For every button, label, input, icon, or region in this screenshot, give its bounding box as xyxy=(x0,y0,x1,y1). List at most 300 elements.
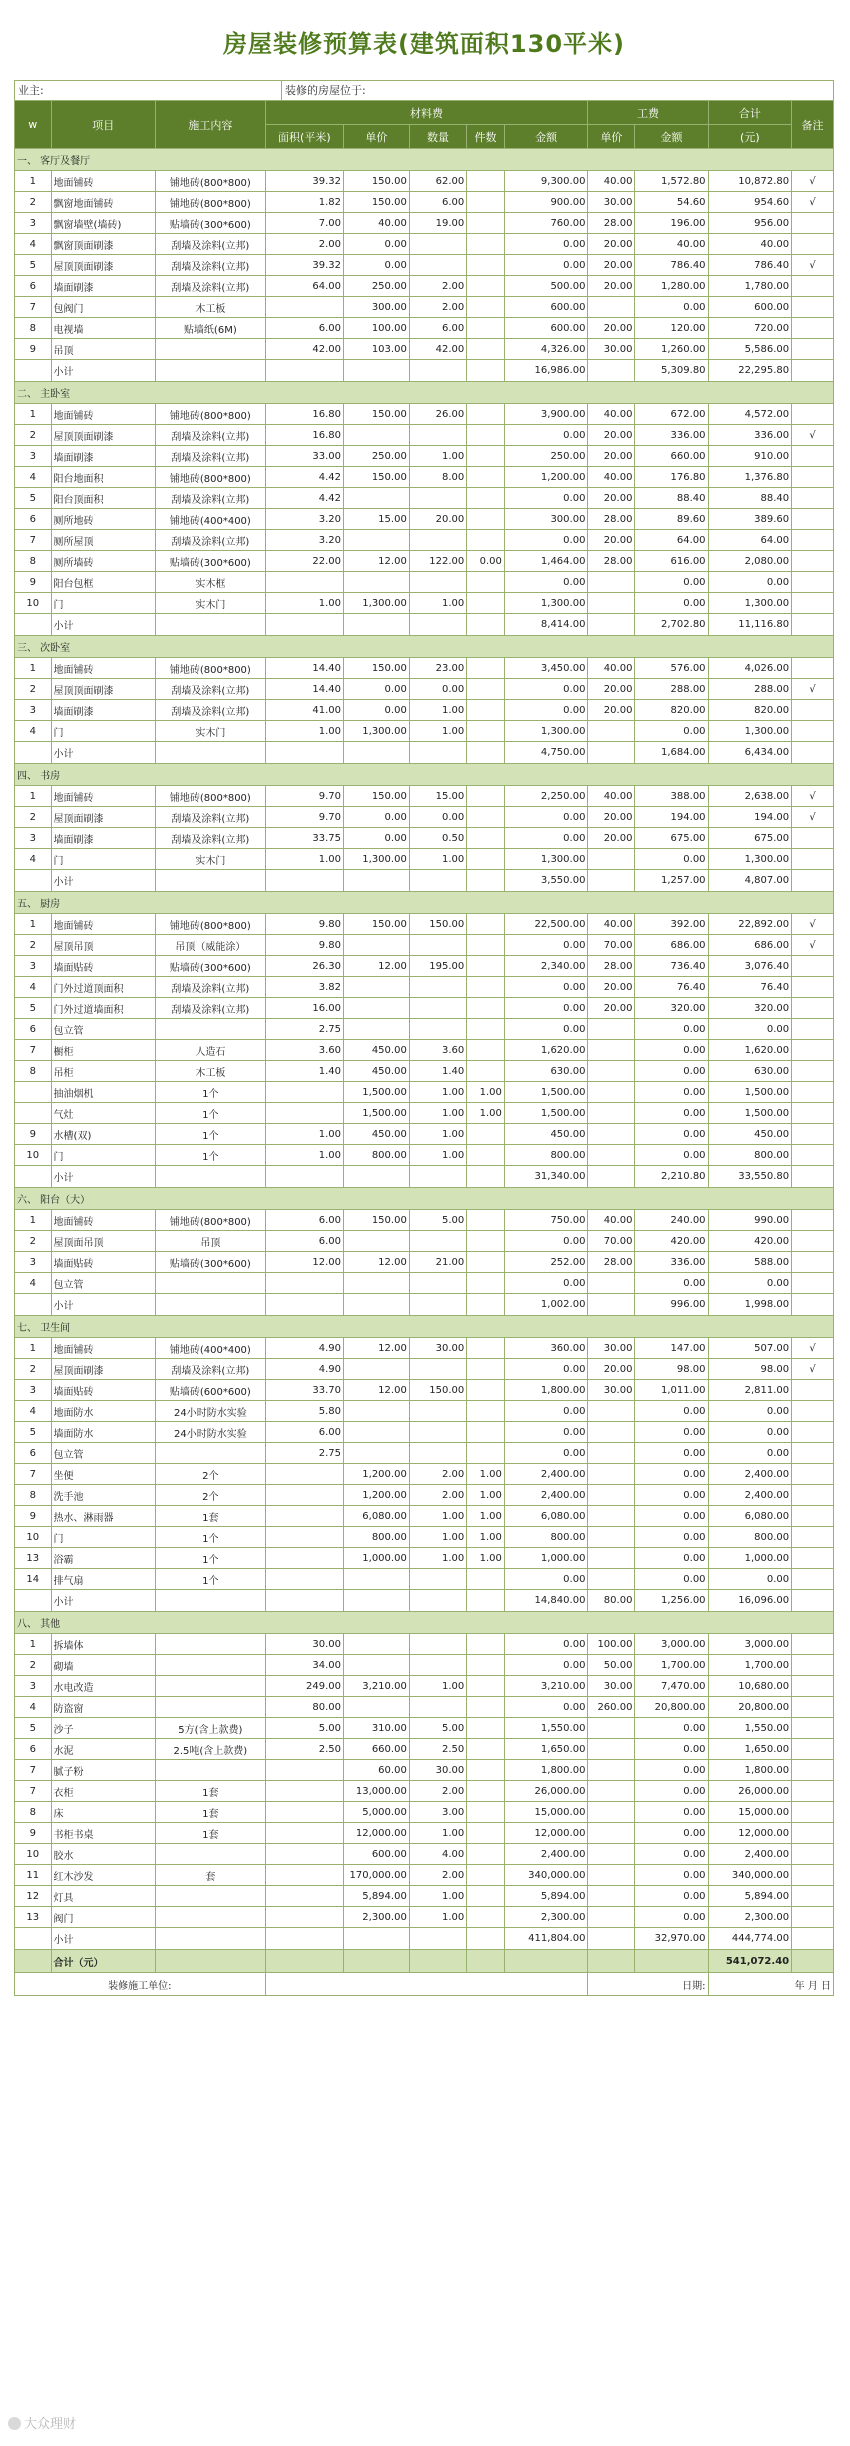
subtotal-material: 1,002.00 xyxy=(504,1294,588,1316)
row-area: 1.40 xyxy=(265,1061,343,1082)
table-row xyxy=(15,977,834,998)
row-area: 41.00 xyxy=(265,700,343,721)
row-content: 贴墙砖(300*600) xyxy=(156,1252,266,1273)
section-header xyxy=(15,382,834,404)
table-row xyxy=(15,1443,834,1464)
table-row xyxy=(15,192,834,213)
row-qty: 1.00 xyxy=(409,721,466,742)
row-unit-price: 5,894.00 xyxy=(344,1886,410,1907)
row-pieces xyxy=(467,679,505,700)
row-amount: 0.00 xyxy=(504,1569,588,1590)
row-content: 1个 xyxy=(156,1124,266,1145)
row-item: 墙面贴砖 xyxy=(51,956,155,977)
subtotal-empty xyxy=(15,1166,52,1188)
subtotal-empty xyxy=(344,1294,410,1316)
row-pieces xyxy=(467,192,505,213)
row-qty: 5.00 xyxy=(409,1210,466,1231)
row-area: 64.00 xyxy=(265,276,343,297)
row-no: 9 xyxy=(15,1823,52,1844)
row-pieces xyxy=(467,1145,505,1166)
subtotal-labor: 5,309.80 xyxy=(635,360,708,382)
row-note xyxy=(792,339,834,360)
row-no: 3 xyxy=(15,1252,52,1273)
row-pieces xyxy=(467,1231,505,1252)
row-pieces xyxy=(467,1252,505,1273)
row-no: 13 xyxy=(15,1907,52,1928)
row-note xyxy=(792,1865,834,1886)
subtotal-empty xyxy=(15,742,52,764)
row-unit-price: 6,080.00 xyxy=(344,1506,410,1527)
row-total: 1,780.00 xyxy=(708,276,792,297)
row-amount: 2,300.00 xyxy=(504,1907,588,1928)
row-no: 7 xyxy=(15,1781,52,1802)
row-total: 2,080.00 xyxy=(708,551,792,572)
row-no: 3 xyxy=(15,828,52,849)
row-unit-price xyxy=(344,1422,410,1443)
row-note xyxy=(792,446,834,467)
row-area: 1.82 xyxy=(265,192,343,213)
row-labor-amount: 0.00 xyxy=(635,1464,708,1485)
row-no: 6 xyxy=(15,1019,52,1040)
section-title: 二、 主卧室 xyxy=(15,382,834,404)
row-qty xyxy=(409,1019,466,1040)
subtotal-label: 小计 xyxy=(51,742,155,764)
row-note xyxy=(792,1485,834,1506)
row-labor-amount: 0.00 xyxy=(635,1443,708,1464)
row-total: 98.00 xyxy=(708,1359,792,1380)
row-pieces xyxy=(467,998,505,1019)
row-item: 屋顶面刷漆 xyxy=(51,1359,155,1380)
table-row xyxy=(15,551,834,572)
row-labor-price: 20.00 xyxy=(588,234,635,255)
row-pieces xyxy=(467,1655,505,1676)
row-note xyxy=(792,509,834,530)
row-area: 4.42 xyxy=(265,488,343,509)
row-labor-amount: 0.00 xyxy=(635,1907,708,1928)
row-total: 2,300.00 xyxy=(708,1907,792,1928)
row-content xyxy=(156,339,266,360)
row-amount: 0.00 xyxy=(504,1273,588,1294)
row-no: 2 xyxy=(15,1655,52,1676)
row-no: 10 xyxy=(15,1145,52,1166)
row-area xyxy=(265,1464,343,1485)
row-no: 1 xyxy=(15,404,52,425)
row-labor-price xyxy=(588,1061,635,1082)
row-content: 套 xyxy=(156,1865,266,1886)
row-qty xyxy=(409,572,466,593)
row-area: 2.50 xyxy=(265,1739,343,1760)
row-content: 2.5吨(含上款费) xyxy=(156,1739,266,1760)
table-row xyxy=(15,1040,834,1061)
row-labor-amount: 672.00 xyxy=(635,404,708,425)
row-item: 阀门 xyxy=(51,1907,155,1928)
row-amount: 26,000.00 xyxy=(504,1781,588,1802)
row-qty: 1.00 xyxy=(409,1506,466,1527)
row-labor-amount: 392.00 xyxy=(635,914,708,935)
row-item: 厕所地砖 xyxy=(51,509,155,530)
subtotal-label: 小计 xyxy=(51,360,155,382)
row-content: 人造石 xyxy=(156,1040,266,1061)
row-qty: 2.50 xyxy=(409,1739,466,1760)
section-header xyxy=(15,149,834,171)
row-area: 2.75 xyxy=(265,1443,343,1464)
row-amount: 3,900.00 xyxy=(504,404,588,425)
row-labor-amount: 0.00 xyxy=(635,593,708,614)
subtotal-empty xyxy=(156,360,266,382)
row-no: 13 xyxy=(15,1548,52,1569)
row-content: 2个 xyxy=(156,1464,266,1485)
subtotal-empty xyxy=(467,742,505,764)
row-no: 3 xyxy=(15,446,52,467)
row-no: 2 xyxy=(15,425,52,446)
row-total: 1,550.00 xyxy=(708,1718,792,1739)
row-labor-price xyxy=(588,1401,635,1422)
row-unit-price: 1,500.00 xyxy=(344,1103,410,1124)
row-unit-price: 1,300.00 xyxy=(344,849,410,870)
row-labor-price: 30.00 xyxy=(588,192,635,213)
row-no: 14 xyxy=(15,1569,52,1590)
row-unit-price: 150.00 xyxy=(344,1210,410,1231)
row-content: 木工板 xyxy=(156,297,266,318)
row-amount: 0.00 xyxy=(504,977,588,998)
row-labor-amount: 0.00 xyxy=(635,1124,708,1145)
row-item: 阳台地面积 xyxy=(51,467,155,488)
row-labor-price xyxy=(588,849,635,870)
subtotal-empty xyxy=(344,1928,410,1950)
row-total: 0.00 xyxy=(708,1019,792,1040)
subtotal-labor: 1,257.00 xyxy=(635,870,708,892)
row-item: 红木沙发 xyxy=(51,1865,155,1886)
row-qty: 21.00 xyxy=(409,1252,466,1273)
subtotal-empty xyxy=(156,742,266,764)
row-note xyxy=(792,1401,834,1422)
row-no: 7 xyxy=(15,1464,52,1485)
row-item: 墙面刷漆 xyxy=(51,700,155,721)
row-pieces xyxy=(467,213,505,234)
subtotal-empty xyxy=(792,614,834,636)
watermark-logo-icon xyxy=(8,2417,21,2430)
row-total: 1,800.00 xyxy=(708,1760,792,1781)
subtotal-empty xyxy=(409,1166,466,1188)
row-pieces: 1.00 xyxy=(467,1103,505,1124)
section-title: 三、 次卧室 xyxy=(15,636,834,658)
subtotal-empty xyxy=(15,1928,52,1950)
subtotal-empty xyxy=(467,1166,505,1188)
subtotal-material: 16,986.00 xyxy=(504,360,588,382)
row-unit-price: 12.00 xyxy=(344,551,410,572)
row-area: 4.42 xyxy=(265,467,343,488)
row-labor-amount: 54.60 xyxy=(635,192,708,213)
row-qty xyxy=(409,255,466,276)
table-row xyxy=(15,1844,834,1865)
subtotal-empty xyxy=(792,1166,834,1188)
row-pieces xyxy=(467,828,505,849)
row-content: 1套 xyxy=(156,1823,266,1844)
row-unit-price: 0.00 xyxy=(344,234,410,255)
row-content: 铺地砖(800*800) xyxy=(156,404,266,425)
row-note xyxy=(792,1061,834,1082)
row-labor-price: 28.00 xyxy=(588,213,635,234)
row-amount: 250.00 xyxy=(504,446,588,467)
row-note xyxy=(792,721,834,742)
header-pieces: 件数 xyxy=(467,125,505,149)
row-amount: 22,500.00 xyxy=(504,914,588,935)
row-area xyxy=(265,1886,343,1907)
row-area xyxy=(265,1781,343,1802)
row-qty xyxy=(409,1569,466,1590)
row-note xyxy=(792,1252,834,1273)
table-row xyxy=(15,1739,834,1760)
row-labor-amount: 240.00 xyxy=(635,1210,708,1231)
row-qty: 1.00 xyxy=(409,1886,466,1907)
row-item: 灯具 xyxy=(51,1886,155,1907)
row-labor-amount: 1,011.00 xyxy=(635,1380,708,1401)
row-item: 厕所墙砖 xyxy=(51,551,155,572)
row-pieces xyxy=(467,1273,505,1294)
row-qty xyxy=(409,425,466,446)
row-total: 2,400.00 xyxy=(708,1485,792,1506)
row-item: 地面铺砖 xyxy=(51,658,155,679)
row-note xyxy=(792,956,834,977)
row-content: 实木门 xyxy=(156,721,266,742)
row-area: 9.80 xyxy=(265,914,343,935)
row-area: 39.32 xyxy=(265,171,343,192)
row-qty: 150.00 xyxy=(409,914,466,935)
subtotal-empty xyxy=(467,870,505,892)
row-pieces xyxy=(467,1739,505,1760)
row-no: 7 xyxy=(15,530,52,551)
row-labor-price: 28.00 xyxy=(588,1252,635,1273)
row-note xyxy=(792,1907,834,1928)
row-area: 26.30 xyxy=(265,956,343,977)
row-pieces xyxy=(467,700,505,721)
row-labor-price: 100.00 xyxy=(588,1634,635,1655)
subtotal-empty xyxy=(344,614,410,636)
row-content: 铺地砖(800*800) xyxy=(156,467,266,488)
row-total: 1,000.00 xyxy=(708,1548,792,1569)
row-labor-price: 40.00 xyxy=(588,658,635,679)
row-content: 1个 xyxy=(156,1527,266,1548)
subtotal-labor-price xyxy=(588,614,635,636)
table-row xyxy=(15,467,834,488)
subtotal-empty xyxy=(409,360,466,382)
row-content: 贴墙纸(6M) xyxy=(156,318,266,339)
row-no: 5 xyxy=(15,1422,52,1443)
row-amount: 0.00 xyxy=(504,1359,588,1380)
row-labor-price: 20.00 xyxy=(588,446,635,467)
row-pieces xyxy=(467,1380,505,1401)
row-unit-price xyxy=(344,1273,410,1294)
row-labor-price xyxy=(588,1082,635,1103)
row-unit-price xyxy=(344,530,410,551)
row-amount: 0.00 xyxy=(504,1634,588,1655)
row-area: 3.60 xyxy=(265,1040,343,1061)
row-no: 7 xyxy=(15,1760,52,1781)
row-area: 4.90 xyxy=(265,1359,343,1380)
row-qty: 1.00 xyxy=(409,1823,466,1844)
row-qty: 1.00 xyxy=(409,1548,466,1569)
row-amount: 0.00 xyxy=(504,679,588,700)
row-total: 1,500.00 xyxy=(708,1082,792,1103)
row-total: 22,892.00 xyxy=(708,914,792,935)
subtotal-empty xyxy=(409,1928,466,1950)
row-labor-amount: 0.00 xyxy=(635,1823,708,1844)
table-row xyxy=(15,1676,834,1697)
row-note: √ xyxy=(792,935,834,956)
row-no xyxy=(15,1103,52,1124)
row-qty: 30.00 xyxy=(409,1338,466,1359)
row-amount: 0.00 xyxy=(504,935,588,956)
row-pieces xyxy=(467,1443,505,1464)
header-unit-price: 单价 xyxy=(344,125,410,149)
row-labor-price: 20.00 xyxy=(588,1359,635,1380)
row-item: 热水、淋雨器 xyxy=(51,1506,155,1527)
grand-total-row xyxy=(15,1950,834,1973)
row-pieces xyxy=(467,255,505,276)
row-qty: 42.00 xyxy=(409,339,466,360)
row-total: 0.00 xyxy=(708,1443,792,1464)
row-amount: 800.00 xyxy=(504,1527,588,1548)
table-row xyxy=(15,255,834,276)
row-content: 木工板 xyxy=(156,1061,266,1082)
row-amount: 1,200.00 xyxy=(504,467,588,488)
section-title: 一、 客厅及餐厅 xyxy=(15,149,834,171)
row-note: √ xyxy=(792,786,834,807)
row-note xyxy=(792,1464,834,1485)
row-content: 铺地砖(400*400) xyxy=(156,1338,266,1359)
row-labor-amount: 0.00 xyxy=(635,1802,708,1823)
row-unit-price: 300.00 xyxy=(344,297,410,318)
row-item: 水泥 xyxy=(51,1739,155,1760)
row-total: 2,400.00 xyxy=(708,1464,792,1485)
row-qty: 2.00 xyxy=(409,1485,466,1506)
row-pieces: 1.00 xyxy=(467,1506,505,1527)
row-item: 地面铺砖 xyxy=(51,1338,155,1359)
row-unit-price: 1,200.00 xyxy=(344,1464,410,1485)
table-row xyxy=(15,1634,834,1655)
row-labor-price xyxy=(588,1019,635,1040)
row-total: 5,894.00 xyxy=(708,1886,792,1907)
row-content: 刮墙及涂料(立邦) xyxy=(156,255,266,276)
row-content: 刮墙及涂料(立邦) xyxy=(156,488,266,509)
row-area xyxy=(265,1844,343,1865)
subtotal-material: 411,804.00 xyxy=(504,1928,588,1950)
subtotal-empty xyxy=(265,614,343,636)
subtotal-labor-price: 80.00 xyxy=(588,1590,635,1612)
row-note xyxy=(792,1082,834,1103)
table-row xyxy=(15,1506,834,1527)
row-labor-price: 20.00 xyxy=(588,807,635,828)
row-labor-amount: 0.00 xyxy=(635,572,708,593)
table-row xyxy=(15,1527,834,1548)
row-labor-amount: 89.60 xyxy=(635,509,708,530)
row-note: √ xyxy=(792,914,834,935)
row-labor-price: 40.00 xyxy=(588,171,635,192)
header-w: w xyxy=(15,101,52,149)
section-header xyxy=(15,892,834,914)
row-no: 5 xyxy=(15,1718,52,1739)
subtotal-row xyxy=(15,614,834,636)
row-area: 5.80 xyxy=(265,1401,343,1422)
table-row xyxy=(15,1781,834,1802)
row-unit-price xyxy=(344,1443,410,1464)
header-labor: 工费 xyxy=(588,101,708,125)
row-content: 贴墙砖(600*600) xyxy=(156,1380,266,1401)
row-labor-price: 20.00 xyxy=(588,488,635,509)
row-area: 4.90 xyxy=(265,1338,343,1359)
row-labor-price xyxy=(588,1739,635,1760)
row-note xyxy=(792,1231,834,1252)
subtotal-empty xyxy=(265,742,343,764)
row-no: 4 xyxy=(15,849,52,870)
row-item: 橱柜 xyxy=(51,1040,155,1061)
row-area: 5.00 xyxy=(265,1718,343,1739)
row-qty xyxy=(409,977,466,998)
row-no: 2 xyxy=(15,679,52,700)
row-amount: 2,340.00 xyxy=(504,956,588,977)
table-row xyxy=(15,1252,834,1273)
row-labor-price: 50.00 xyxy=(588,1655,635,1676)
table-row xyxy=(15,721,834,742)
row-amount: 2,400.00 xyxy=(504,1485,588,1506)
row-no: 4 xyxy=(15,721,52,742)
row-unit-price: 1,500.00 xyxy=(344,1082,410,1103)
header-item: 项目 xyxy=(51,101,155,149)
subtotal-label: 小计 xyxy=(51,1928,155,1950)
row-area xyxy=(265,1823,343,1844)
row-no: 9 xyxy=(15,1506,52,1527)
row-pieces xyxy=(467,1019,505,1040)
row-pieces xyxy=(467,1823,505,1844)
subtotal-empty xyxy=(467,1928,505,1950)
row-labor-amount: 1,260.00 xyxy=(635,339,708,360)
row-item: 地面铺砖 xyxy=(51,404,155,425)
row-content xyxy=(156,1760,266,1781)
row-unit-price: 103.00 xyxy=(344,339,410,360)
row-item: 飘窗墙壁(墙砖) xyxy=(51,213,155,234)
row-unit-price: 600.00 xyxy=(344,1844,410,1865)
row-unit-price xyxy=(344,1401,410,1422)
row-amount: 360.00 xyxy=(504,1338,588,1359)
row-content xyxy=(156,1634,266,1655)
table-row xyxy=(15,807,834,828)
row-labor-amount: 786.40 xyxy=(635,255,708,276)
row-area: 12.00 xyxy=(265,1252,343,1273)
row-amount: 3,210.00 xyxy=(504,1676,588,1697)
row-unit-price: 12.00 xyxy=(344,956,410,977)
row-labor-price xyxy=(588,1886,635,1907)
row-labor-price xyxy=(588,1485,635,1506)
row-labor-amount: 420.00 xyxy=(635,1231,708,1252)
row-qty: 1.00 xyxy=(409,1907,466,1928)
row-pieces: 1.00 xyxy=(467,1485,505,1506)
row-pieces xyxy=(467,1697,505,1718)
table-row xyxy=(15,572,834,593)
row-unit-price: 12,000.00 xyxy=(344,1823,410,1844)
subtotal-empty xyxy=(15,614,52,636)
date-label: 日期: xyxy=(588,1973,708,1996)
table-row xyxy=(15,213,834,234)
row-labor-price xyxy=(588,1422,635,1443)
row-note xyxy=(792,530,834,551)
row-labor-price xyxy=(588,1718,635,1739)
row-amount: 0.00 xyxy=(504,1422,588,1443)
row-note xyxy=(792,551,834,572)
row-area: 6.00 xyxy=(265,1422,343,1443)
row-item: 衣柜 xyxy=(51,1781,155,1802)
table-row xyxy=(15,530,834,551)
row-unit-price: 450.00 xyxy=(344,1040,410,1061)
